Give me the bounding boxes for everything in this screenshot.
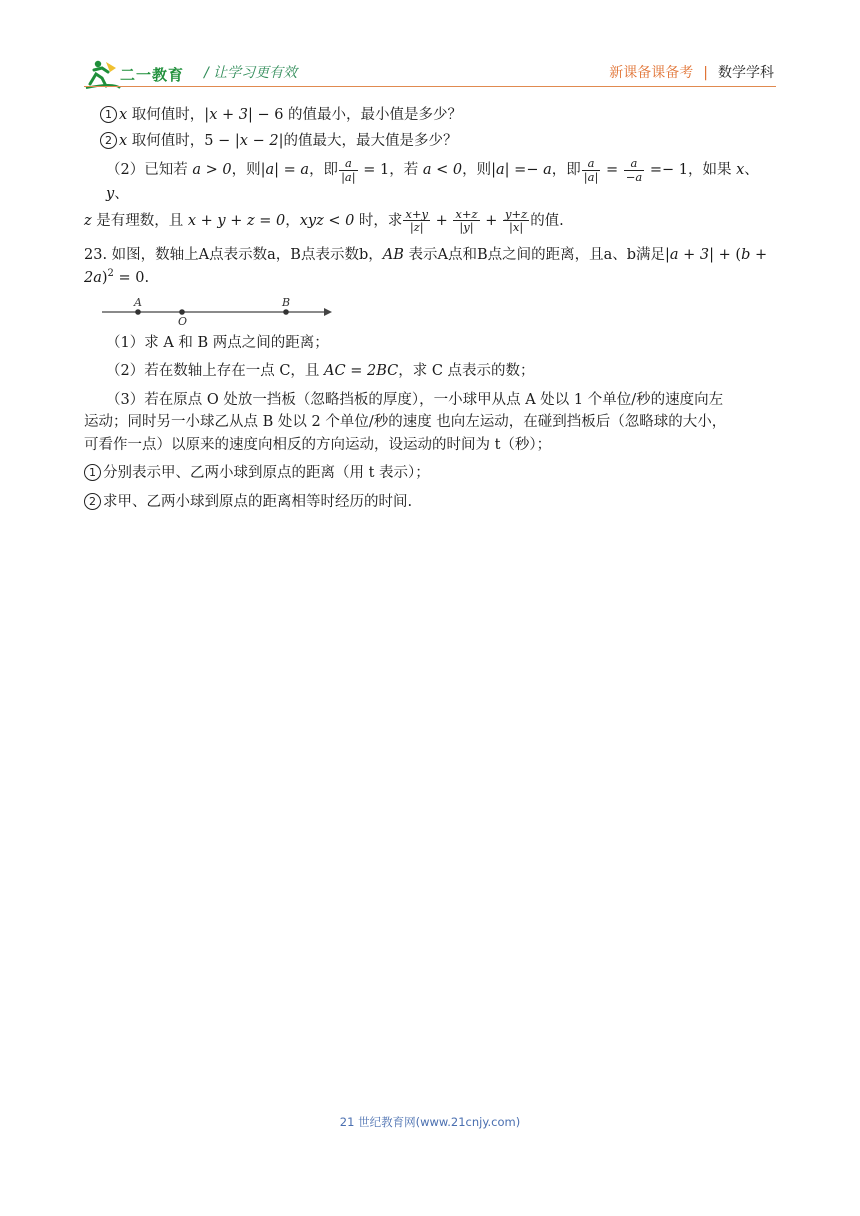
subquestion-2 — [84, 130, 776, 152]
math-var: x — [119, 133, 128, 150]
label-a: A — [134, 295, 142, 309]
header-slogan: / 让学习更有效 — [204, 65, 298, 81]
text: = 1，若 — [358, 162, 423, 179]
superscript: 2 — [107, 268, 114, 280]
q23-sub-2 — [84, 491, 776, 513]
text: ，则| — [231, 162, 266, 179]
text: =− 1，如果 — [645, 162, 737, 179]
text: 、 — [744, 162, 759, 179]
q23-part-3-line-1 — [84, 389, 776, 411]
fraction-denominator: |z| — [409, 220, 424, 235]
math-var: a — [300, 162, 310, 179]
text: 、 — [114, 186, 129, 203]
text: | =− — [504, 162, 544, 179]
fraction — [582, 157, 601, 183]
part-2-line-1 — [84, 157, 776, 206]
fraction — [453, 208, 479, 234]
header-right — [609, 62, 774, 82]
text: ) — [101, 270, 108, 287]
math-var: x — [736, 162, 745, 179]
text: 运动；同时另一小球乙从点 B 处以 2 个单位/秒的速度 也向左运动，在碰到挡板后（忽略球的大小， — [84, 414, 727, 431]
page-header — [0, 0, 860, 96]
fraction-numerator: x+y — [405, 206, 429, 221]
document-body — [84, 104, 776, 513]
text: （2）已知若 — [106, 162, 193, 179]
math-expr: AC = 2BC — [324, 363, 399, 380]
text: = 0. — [113, 270, 150, 287]
fraction — [503, 208, 529, 234]
math-expr: a > 0 — [192, 162, 232, 179]
text: ， — [285, 212, 300, 229]
part-2-line-2 — [84, 208, 776, 234]
fraction-denominator: −a — [625, 169, 643, 184]
question-23-line-2 — [84, 266, 776, 289]
math-var: a — [496, 162, 505, 179]
number-line-svg — [102, 296, 332, 326]
text: （1）求 A 和 B 两点之间的距离； — [106, 334, 329, 351]
number-line-figure — [102, 296, 332, 326]
text: 分别表示甲、乙两小球到原点的距离（用 t 表示）； — [103, 465, 430, 482]
logo-text: 二一教育 — [120, 66, 185, 84]
text: | − 6 的值最小，最小值是多少？ — [247, 107, 463, 123]
fraction-numerator: a — [339, 157, 358, 171]
math-expr: b + — [741, 246, 768, 263]
fraction-denominator: |x| — [508, 220, 524, 235]
subquestion-1 — [84, 104, 776, 126]
fraction-denominator: |a| — [583, 169, 599, 184]
text: 23. 如图，数轴上A点表示数a，B点表示数b， — [84, 246, 383, 263]
math-var: a — [265, 162, 275, 179]
fraction-denominator: |y| — [459, 220, 474, 235]
text: （2）若在数轴上存在一点 C，且 — [106, 363, 325, 380]
text: ，即 — [309, 162, 339, 179]
q23-part-3-line-2 — [84, 411, 776, 433]
math-var: x — [119, 107, 128, 123]
math-expr: a < 0 — [422, 162, 463, 179]
math-var: a — [543, 162, 552, 179]
q23-sub-1 — [84, 462, 776, 484]
fraction-denominator: |a| — [341, 169, 356, 184]
footer-link[interactable]: 21 世纪教育网(www.21cnjy.com) — [339, 1115, 521, 1129]
fraction-numerator: y+z — [504, 206, 528, 221]
text: 时，求 — [354, 212, 403, 229]
axis-arrow-icon — [324, 308, 332, 316]
text: （3）若在原点 O 处放一挡板（忽略挡板的厚度），一小球甲从点 A 处以 1 个单位/秒的速度向左 — [106, 391, 724, 408]
circled-number-2: 2 — [84, 493, 101, 510]
math-expr: x − 2 — [239, 133, 279, 150]
circled-number-1: 1 — [84, 464, 101, 481]
text: | = — [274, 162, 301, 179]
header-divider — [84, 86, 776, 87]
math-expr: x + 3 — [209, 107, 248, 123]
q23-part-2 — [84, 360, 776, 382]
text: 取何值时，| — [127, 107, 210, 123]
math-expr: 2a — [84, 270, 102, 287]
text: ，则| — [462, 162, 497, 179]
fraction-numerator: a — [582, 157, 601, 171]
point-b — [283, 309, 289, 315]
question-23-line-1 — [84, 244, 776, 266]
subject-label: 数学学科 — [718, 65, 774, 81]
text: ，即 — [551, 162, 581, 179]
text: ，求 C 点表示的数； — [398, 363, 535, 380]
math-expr: a + 3 — [669, 246, 710, 263]
text: |的值最大，最大值是多少？ — [278, 133, 458, 150]
text: 可看作一点）以原来的速度向相反的方向运动，设运动的时间为 t（秒）； — [84, 436, 552, 453]
point-o — [179, 309, 185, 315]
circled-number-1: 1 — [100, 106, 117, 123]
label-b: B — [282, 295, 291, 309]
fraction-numerator: a — [624, 157, 645, 171]
math-expr: AB — [382, 246, 404, 263]
text: + — [480, 212, 502, 229]
point-a — [135, 309, 141, 315]
text: 取何值时，5 − | — [127, 133, 240, 150]
text: | + ( — [709, 246, 742, 263]
header-separator: | — [703, 65, 708, 81]
text: 是有理数，且 — [91, 212, 188, 229]
fraction — [624, 157, 645, 183]
label-o: O — [178, 314, 188, 326]
text: + — [431, 212, 453, 229]
math-var: z — [84, 212, 92, 229]
q23-part-3-line-3 — [84, 434, 776, 456]
fraction — [403, 208, 430, 234]
math-expr: x + y + z = 0 — [187, 212, 286, 229]
course-label: 新课备课备考 — [609, 65, 694, 81]
math-var: y — [106, 186, 115, 203]
text: 求甲、乙两小球到原点的距离相等时经历的时间. — [103, 493, 413, 510]
text: = — [601, 162, 623, 179]
text: 的值. — [530, 212, 564, 229]
text: 表示A点和B点之间的距离，且a、b满足| — [403, 246, 670, 263]
q23-part-1 — [84, 332, 776, 354]
circled-number-2: 2 — [100, 132, 117, 149]
fraction-numerator: x+z — [455, 206, 478, 221]
math-expr: xyz < 0 — [299, 212, 355, 229]
fraction — [339, 157, 358, 183]
